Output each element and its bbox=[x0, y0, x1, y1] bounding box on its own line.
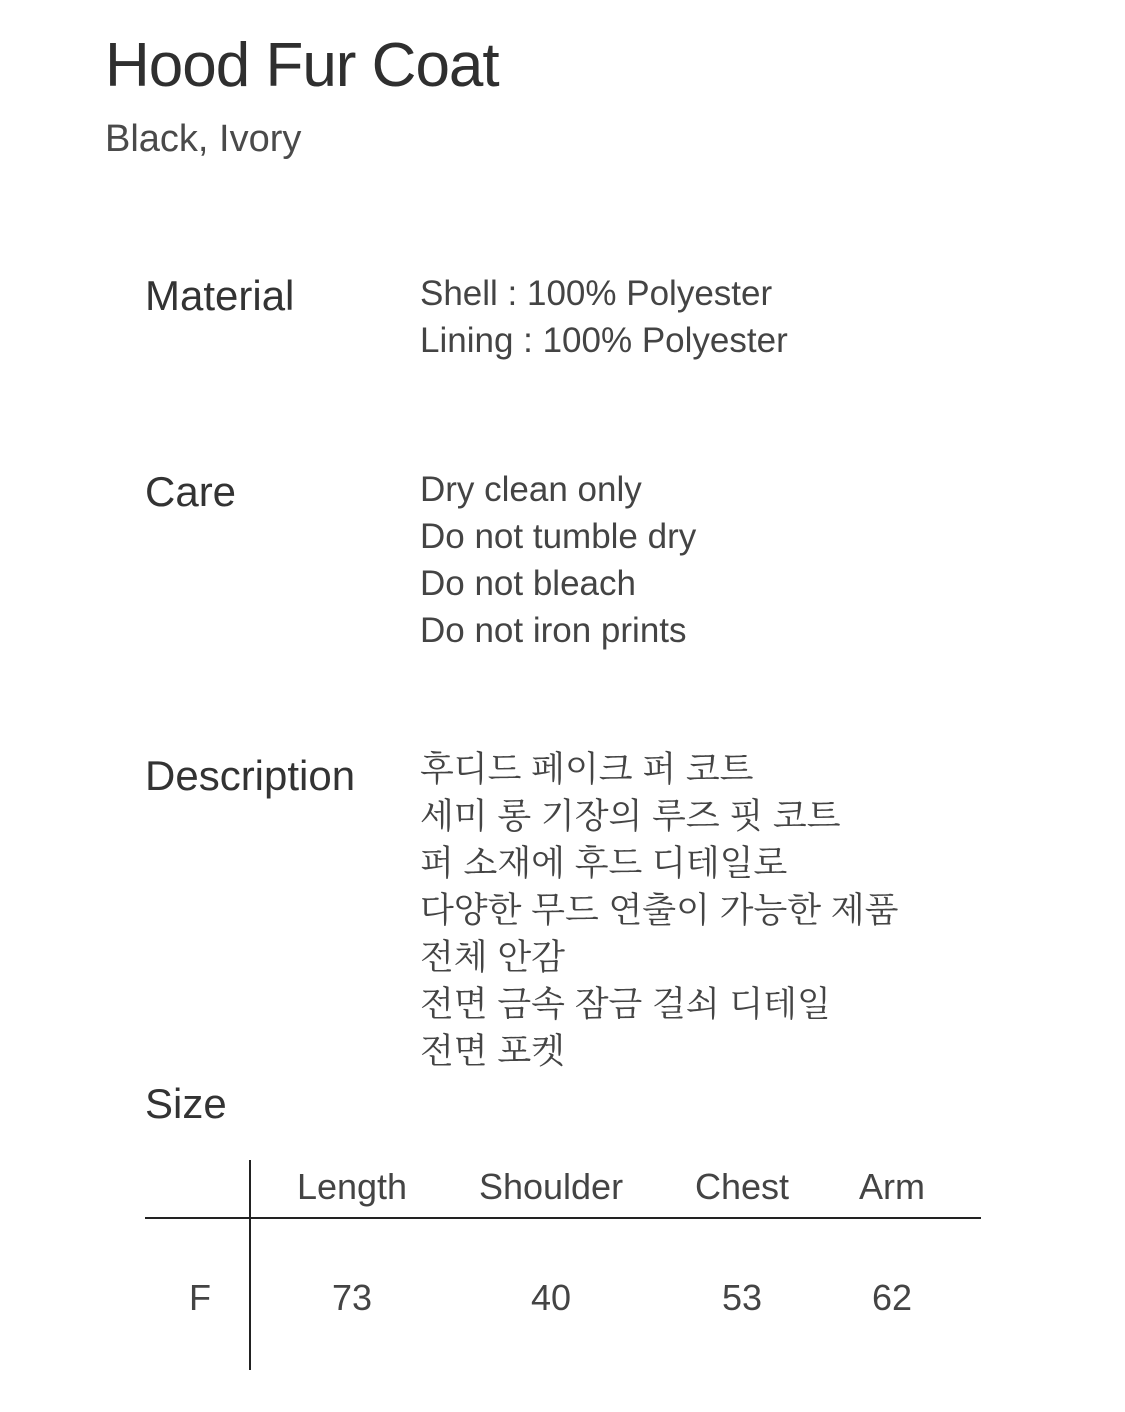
cell-chest: 53 bbox=[721, 1277, 763, 1318]
description-line: 퍼 소재에 후드 디테일로 bbox=[420, 844, 788, 883]
description-details bbox=[420, 746, 898, 1075]
column-header-chest: Chest bbox=[694, 1166, 790, 1207]
description-line: 후디드 페이크 퍼 코트 bbox=[420, 750, 754, 789]
cell-shoulder: 40 bbox=[530, 1277, 572, 1318]
material-label: Material bbox=[145, 272, 295, 319]
column-header-length: Length bbox=[296, 1166, 408, 1207]
description-line: 다양한 무드 연출이 가능한 제품 bbox=[420, 891, 899, 930]
column-header-arm: Arm bbox=[859, 1166, 925, 1207]
column-header-shoulder: Shoulder bbox=[478, 1166, 624, 1207]
product-colors: Black, Ivory bbox=[105, 118, 302, 160]
care-label: Care bbox=[145, 468, 237, 515]
description-label: Description bbox=[145, 752, 356, 799]
material-details bbox=[420, 270, 788, 364]
care-line: Do not bleach bbox=[420, 564, 636, 603]
row-size-label: F bbox=[189, 1277, 211, 1318]
care-line: Dry clean only bbox=[420, 470, 642, 509]
description-line: 전면 포켓 bbox=[420, 1032, 565, 1071]
cell-length: 73 bbox=[331, 1277, 373, 1318]
size-label: Size bbox=[145, 1080, 227, 1127]
material-line: Lining : 100% Polyester bbox=[420, 321, 788, 360]
care-line: Do not iron prints bbox=[420, 611, 687, 650]
material-line: Shell : 100% Polyester bbox=[420, 274, 773, 313]
description-line: 전체 안감 bbox=[420, 938, 565, 977]
care-line: Do not tumble dry bbox=[420, 517, 697, 556]
care-details bbox=[420, 466, 696, 654]
description-line: 세미 롱 기장의 루즈 핏 코트 bbox=[420, 797, 841, 836]
product-title: Hood Fur Coat bbox=[105, 31, 499, 100]
size-table bbox=[145, 1160, 981, 1370]
description-line: 전면 금속 잠금 걸쇠 디테일 bbox=[420, 985, 831, 1024]
cell-arm: 62 bbox=[871, 1277, 913, 1318]
table-horizontal-divider bbox=[145, 1217, 981, 1219]
table-vertical-divider bbox=[249, 1160, 251, 1370]
